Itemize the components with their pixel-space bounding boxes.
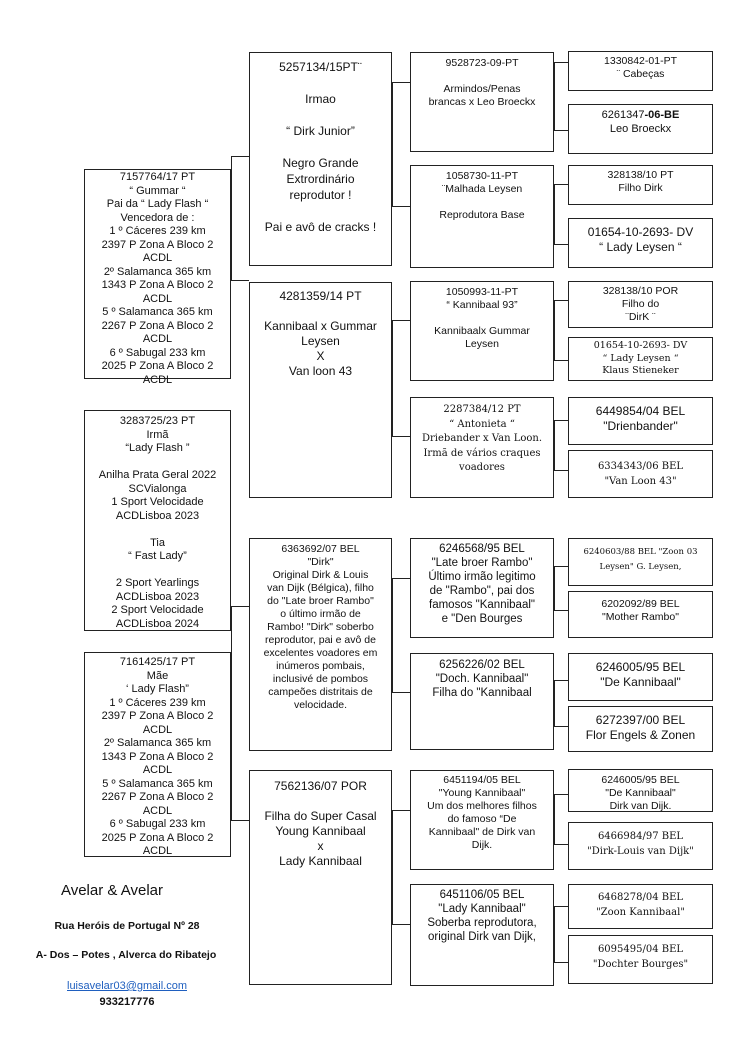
connector-line bbox=[392, 924, 410, 925]
flor-engels-text: 6272397/00 BEL Flor Engels & Zonen bbox=[585, 713, 696, 742]
connector-line bbox=[392, 810, 410, 811]
connector-line bbox=[554, 184, 555, 244]
connector-line bbox=[231, 820, 249, 821]
cabecas-text: 1330842-01-PT ¨ Cabeças bbox=[604, 55, 677, 80]
connector-line bbox=[554, 244, 568, 245]
irma-card bbox=[84, 410, 231, 631]
connector-line bbox=[392, 320, 410, 321]
zoon-kannibaal-text: 6468278/04 BEL "Zoon Kannibaal" bbox=[596, 892, 685, 918]
van-loon43-card bbox=[568, 450, 713, 498]
lady-leysen1-card bbox=[568, 218, 713, 268]
kannibaal93-card bbox=[410, 281, 554, 381]
connector-line bbox=[392, 82, 410, 83]
gummar-text: 7157764/17 PT “ Gummar “ Pai da “ Lady Flash “ Vencedora de : 1 º Cáceres 239 km 2397 P Zona A Bloco 2 ACDL 2º Salamanca 365 km 1343 P Zona A Bloco 2 ACDL 5 º Salamanca 365 km 2267 P Zona A Bloco 2 ACDL 6 º Sabugal 233 km 2025 P Zona A Bloco 2 ACDL bbox=[101, 171, 214, 386]
connector-line bbox=[554, 420, 555, 470]
drienbander-text: 6449854/04 BEL "Drienbander" bbox=[595, 404, 686, 433]
connector-line bbox=[392, 578, 393, 692]
de-kannibaal1-text: 6246005/95 BEL "De Kannibaal" bbox=[595, 660, 686, 689]
van-loon43-text: 6334343/06 BEL "Van Loon 43" bbox=[597, 461, 684, 487]
mae-text: 7161425/17 PT Mãe ‘ Lady Flash” 1 º Cáceres 239 km 2397 P Zona A Bloco 2 ACDL 2º Salamanca 365 km 1343 P Zona A Bloco 2 ACDL 5 º Salamanca 365 km 2267 P Zona A Bloco 2 ACDL 6 º Sabugal 233 km 2025 P Zona A Bloco 2 ACDL bbox=[101, 656, 214, 857]
connector-line bbox=[231, 156, 232, 280]
dochter-bourges-text: 6095495/04 BEL "Dochter Bourges" bbox=[592, 944, 689, 970]
doch-kannibaal-text: 6256226/02 BEL "Doch. Kannibaal" Filha do "Kannibaal bbox=[432, 659, 532, 699]
connector-line bbox=[554, 62, 568, 63]
connector-line bbox=[392, 578, 410, 579]
dirk-junior-card bbox=[249, 52, 392, 266]
connector-line bbox=[554, 470, 568, 471]
connector-line bbox=[554, 794, 568, 795]
connector-line bbox=[231, 606, 249, 607]
armindos-card bbox=[410, 52, 554, 152]
late-broer-text: 6246568/95 BEL "Late broer Rambo" Último irmão legitimo de "Rambo", pai dos famosos "Kannibaal" e "Den Bourges bbox=[428, 543, 536, 625]
irma-text: 3283725/23 PT Irmã “Lady Flash ” Anilha Prata Geral 2022 SCVialonga 1 Sport Velocidade ACDLisboa 2023 Tia “ Fast Lady” 2 Sport Yearlings ACDLisboa 2023 2 Sport Velocidade ACDLisboa 2024 bbox=[98, 415, 217, 630]
connector-line bbox=[554, 680, 555, 726]
zoon03-text: 6240603/88 BEL "Zoon 03 Leysen" G. Leysen, bbox=[583, 547, 698, 572]
kannibaal-gummar-card bbox=[249, 282, 392, 498]
connector-line bbox=[231, 156, 249, 157]
doch-kannibaal-card bbox=[410, 653, 554, 750]
connector-line bbox=[392, 810, 393, 924]
filho-do-dirk-text: 328138/10 POR Filho do ¨DirK ¨ bbox=[602, 285, 679, 323]
de-kannibaal1-card bbox=[568, 653, 713, 701]
drienbander-card bbox=[568, 397, 713, 445]
address-town: A- Dos – Potes , Alverca do Ribatejo bbox=[35, 949, 217, 961]
lady-leysen2-card bbox=[568, 337, 713, 381]
leo-ring-bold: -06-BE bbox=[644, 109, 680, 121]
connector-line bbox=[554, 300, 568, 301]
connector-line bbox=[554, 566, 555, 610]
connector-line bbox=[554, 184, 568, 185]
dirk-junior-text: 5257134/15PT¨ Irmao “ Dirk Junior” Negro Grande Extrordinário reprodutor ! Pai e avô de cracks ! bbox=[264, 60, 377, 234]
leo-name: Leo Broeckx bbox=[609, 122, 672, 135]
phone-number: 933217776 bbox=[99, 996, 155, 1008]
antonieta-text: 2287384/12 PT “ Antonieta “ Driebander x Van Loon. Irmã de vários craques voadores bbox=[422, 404, 542, 473]
late-broer-card bbox=[410, 538, 554, 638]
antonieta-card bbox=[410, 397, 554, 498]
connector-line bbox=[554, 906, 555, 962]
connector-line bbox=[554, 610, 568, 611]
connector-line bbox=[231, 606, 232, 820]
connector-line bbox=[554, 130, 568, 131]
filho-do-dirk-card bbox=[568, 281, 713, 328]
connector-line bbox=[554, 962, 568, 963]
super-casal-card bbox=[249, 770, 392, 985]
filho-dirk-text: 328138/10 PT Filho Dirk bbox=[607, 169, 674, 194]
mae-card bbox=[84, 652, 231, 857]
young-kannibaal-card bbox=[410, 770, 554, 870]
dirk-card bbox=[249, 538, 392, 751]
mother-rambo-text: 6202092/89 BEL "Mother Rambo" bbox=[601, 598, 680, 623]
email-link[interactable]: luisavelar03@gmail.com bbox=[67, 980, 187, 992]
connector-line bbox=[554, 906, 568, 907]
connector-line bbox=[554, 300, 555, 360]
leo-ring-line bbox=[569, 109, 712, 123]
zoon-kannibaal-card bbox=[568, 884, 713, 929]
gummar-card bbox=[84, 169, 231, 386]
super-casal-text: 7562136/07 POR Filha do Super Casal Young Kannibaal x Lady Kannibaal bbox=[264, 779, 377, 868]
malhada-card bbox=[410, 165, 554, 268]
address-street: Rua Heróis de Portugal Nº 28 bbox=[54, 920, 200, 932]
armindos-text: 9528723-09-PT Armindos/Penas brancas x Leo Broeckx bbox=[428, 57, 536, 108]
dirk-text: 6363692/07 BEL "Dirk" Original Dirk & Louis van Dijk (Bélgica), filho do "Late broer Rambo" o último irmão de Rambo! "Dirk" soberbo reprodutor, pai e avô de excelentes voadores em inúmeros pombais, inclusivé de pombos campeões distritais de velocidade. bbox=[263, 543, 378, 711]
malhada-text: 1058730-11-PT ¨Malhada Leysen Reprodutora Base bbox=[439, 170, 525, 221]
lady-kannibaal-text: 6451106/05 BEL "Lady Kannibaal" Soberba reprodutora, original Dirk van Dijk, bbox=[427, 889, 537, 943]
connector-line bbox=[554, 726, 568, 727]
dirk-louis-card bbox=[568, 822, 713, 870]
brand-name: Avelar & Avelar bbox=[60, 882, 163, 899]
zoon03-card bbox=[568, 538, 713, 586]
flor-engels-card bbox=[568, 706, 713, 752]
leo-broeckx-card bbox=[568, 104, 713, 154]
filho-dirk-card bbox=[568, 165, 713, 205]
leo-ring: 6261347 bbox=[601, 109, 645, 121]
dochter-bourges-card bbox=[568, 935, 713, 984]
lady-kannibaal-card bbox=[410, 884, 554, 986]
connector-line bbox=[392, 206, 410, 207]
mother-rambo-card bbox=[568, 591, 713, 638]
connector-line bbox=[392, 436, 410, 437]
connector-line bbox=[554, 566, 568, 567]
connector-line bbox=[392, 320, 393, 436]
connector-line bbox=[554, 680, 568, 681]
connector-line bbox=[554, 844, 568, 845]
connector-line bbox=[392, 692, 410, 693]
young-kannibaal-text: 6451194/05 BEL "Young Kannibaal" Um dos melhores filhos do famoso “De Kannibaal" de Dirk van Dijk. bbox=[427, 774, 537, 851]
cabecas-card bbox=[568, 51, 713, 91]
kannibaal93-text: 1050993-11-PT “ Kannibaal 93” Kannibaalx Gummar Leysen bbox=[434, 286, 530, 350]
connector-line bbox=[554, 794, 555, 844]
lady-leysen1-text: 01654-10-2693- DV “ Lady Leysen “ bbox=[587, 225, 694, 254]
connector-line bbox=[554, 360, 568, 361]
dirk-louis-text: 6466984/97 BEL "Dirk-Louis van Dijk" bbox=[587, 831, 694, 857]
connector-line bbox=[231, 280, 249, 281]
lady-leysen2-text: 01654-10-2693- DV “ Lady Leysen “ Klaus Stieneker bbox=[593, 340, 688, 376]
kannibaal-gummar-text: 4281359/14 PT Kannibaal x Gummar Leysen X Van loon 43 bbox=[264, 289, 377, 378]
connector-line bbox=[554, 420, 568, 421]
connector-line bbox=[392, 82, 393, 206]
connector-line bbox=[554, 62, 555, 130]
de-kannibaal2-card bbox=[568, 769, 713, 812]
de-kannibaal2-text: 6246005/95 BEL "De Kannibaal" Dirk van Dijk. bbox=[601, 774, 680, 812]
